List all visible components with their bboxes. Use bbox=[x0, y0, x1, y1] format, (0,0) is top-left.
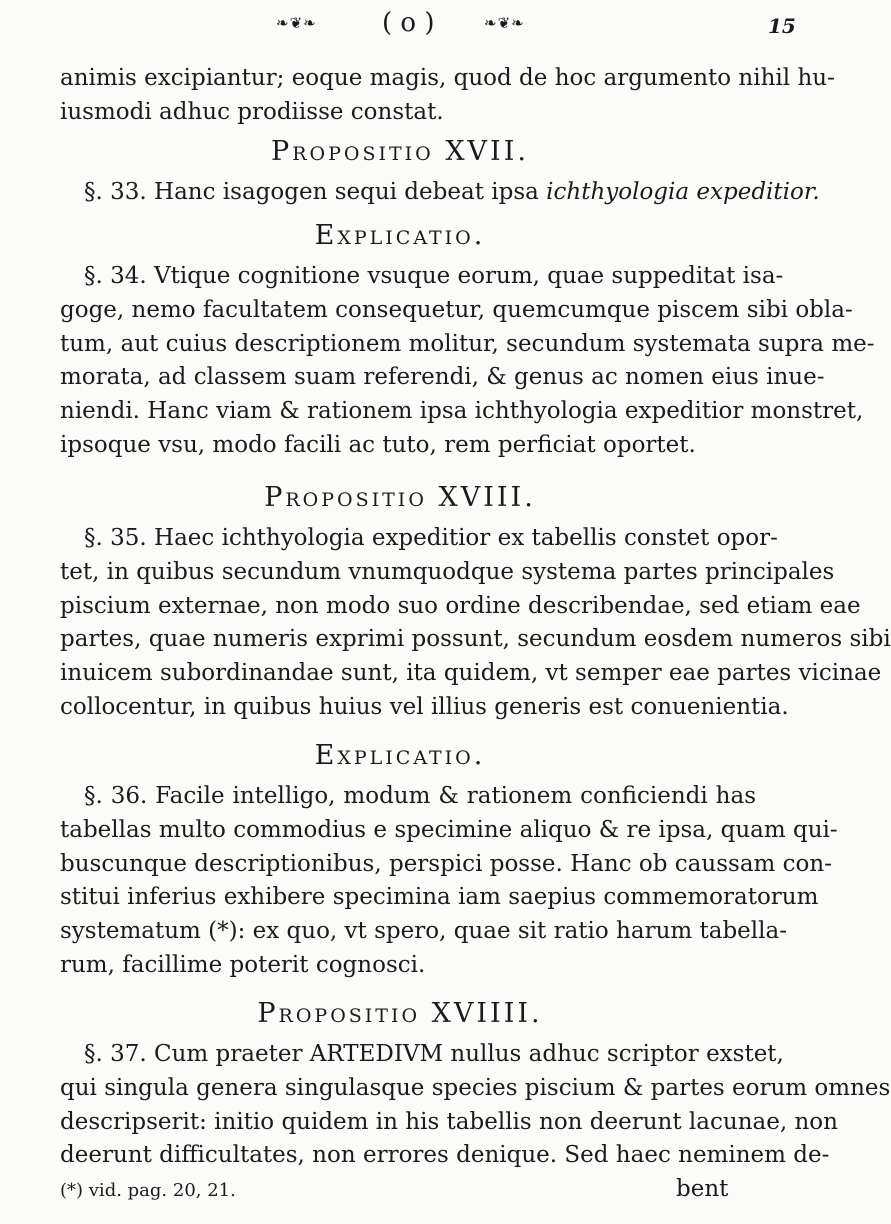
section-34 bbox=[60, 260, 875, 463]
catchword: bent bbox=[676, 1176, 729, 1202]
text-line: §. 37. Cum praeter ARTEDIVM nullus adhuc scriptor exstet, bbox=[84, 1041, 784, 1067]
header-ornament-left-icon: ❧❦❧ bbox=[276, 14, 317, 32]
section-36 bbox=[60, 780, 838, 983]
explicatio-heading-2: Explicatio. bbox=[314, 740, 486, 771]
text-line: tet, in quibus secundum vnumquodque systema partes principales bbox=[60, 558, 835, 585]
text-line: descripserit: initio quidem in his tabellis non deerunt lacunae, non bbox=[60, 1108, 838, 1135]
text-line: collocentur, in quibus huius vel illius generis est conuenientia. bbox=[60, 693, 789, 720]
paragraph-continuation bbox=[60, 62, 835, 130]
text-line bbox=[60, 176, 820, 210]
text-line: inuicem subordinandae sunt, ita quidem, vt semper eae partes vicinae bbox=[60, 660, 882, 687]
section-number: §. 33. bbox=[84, 179, 147, 205]
section-37 bbox=[60, 1038, 891, 1173]
signature-mark: 15 bbox=[768, 14, 796, 38]
footnote: (*) vid. pag. 20, 21. bbox=[60, 1180, 236, 1201]
text-line: systematum (*): ex quo, vt spero, quae sit ratio harum tabella- bbox=[60, 918, 787, 945]
text-line: §. 34. Vtique cognitione vsuque eorum, quae suppeditat isa- bbox=[84, 263, 784, 289]
text-line: rum, facillime poterit cognosci. bbox=[60, 951, 426, 978]
running-header bbox=[0, 6, 800, 46]
text-line: animis excipiantur; eoque magis, quod de hoc argumento nihil hu- bbox=[60, 65, 835, 91]
text-line: qui singula genera singulasque species piscium & partes eorum omnes bbox=[60, 1074, 891, 1101]
text-line: deerunt difficultates, non errores denique. Sed haec neminem de- bbox=[60, 1142, 830, 1169]
text-line: morata, ad classem suam referendi, & genus ac nomen eius inue- bbox=[60, 364, 825, 391]
text-line: tum, aut cuius descriptionem molitur, secundum systemata supra me- bbox=[60, 330, 875, 357]
section-33 bbox=[60, 176, 820, 210]
proposition-heading-18: Propositio XVIII. bbox=[264, 482, 536, 513]
section-text-italic: ichthyologia expeditior. bbox=[546, 179, 820, 205]
text-line: §. 35. Haec ichthyologia expeditior ex tabellis constet opor- bbox=[84, 525, 778, 551]
text-line: iusmodi adhuc prodiisse constat. bbox=[60, 98, 444, 125]
text-line: goge, nemo facultatem consequetur, quemcumque piscem sibi obla- bbox=[60, 296, 853, 323]
text-line: §. 36. Facile intelligo, modum & rationem conficiendi has bbox=[84, 783, 756, 809]
page-number: ( o ) bbox=[382, 8, 435, 38]
text-line: niendi. Hanc viam & rationem ipsa ichthyologia expeditior monstret, bbox=[60, 398, 864, 425]
proposition-heading-17: Propositio XVII. bbox=[271, 136, 529, 167]
text-line: buscunque descriptionibus, perspici posse. Hanc ob caussam con- bbox=[60, 850, 832, 877]
header-ornament-right-icon: ❧❦❧ bbox=[484, 14, 525, 32]
section-text: Hanc isagogen sequi debeat ipsa bbox=[154, 179, 539, 205]
text-line: partes, quae numeris exprimi possunt, secundum eosdem numeros sibi bbox=[60, 626, 891, 653]
text-line: tabellas multo commodius e specimine aliquo & re ipsa, quam qui- bbox=[60, 816, 838, 843]
text-line: stitui inferius exhibere specimina iam saepius commemoratorum bbox=[60, 884, 819, 911]
proposition-heading-19: Propositio XVIIII. bbox=[257, 998, 543, 1029]
section-35 bbox=[60, 522, 891, 725]
text-line: ipsoque vsu, modo facili ac tuto, rem perficiat oportet. bbox=[60, 431, 696, 458]
explicatio-heading-1: Explicatio. bbox=[314, 220, 486, 251]
text-line: piscium externae, non modo suo ordine describendae, sed etiam eae bbox=[60, 592, 861, 619]
